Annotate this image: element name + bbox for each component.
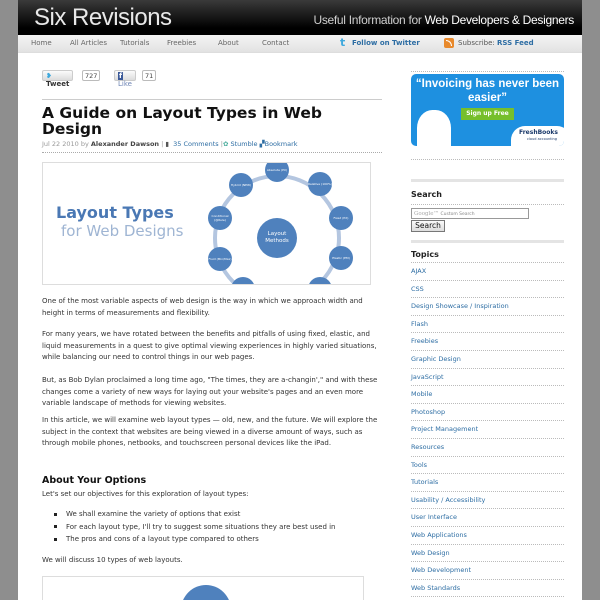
tweet-label: Tweet (46, 80, 70, 88)
topics-heading: Topics (411, 250, 439, 259)
sidebar-divider (411, 159, 564, 160)
diagram-node: Absolute (PX) (265, 162, 289, 182)
tweet-count: 727 (82, 70, 100, 81)
divider (42, 99, 382, 100)
topic-link[interactable]: Design Showcase / Inspiration (411, 298, 564, 316)
topic-link[interactable]: Web Applications (411, 527, 564, 545)
page (18, 0, 582, 600)
facebook-icon: f (119, 72, 123, 80)
article-meta: Jul 22 2010 by Alexander Dawson | ▮ 35 Comments |✿ Stumble ▞Bookmark (42, 140, 298, 148)
featured-title: Layout Types (56, 203, 174, 222)
topic-link[interactable]: Flash (411, 316, 564, 334)
freshbooks-ad[interactable] (411, 74, 564, 146)
topic-link[interactable]: Freebies (411, 333, 564, 351)
diagram-node: Hybrid (NEW) (229, 173, 253, 197)
topic-link[interactable]: Web Standards (411, 580, 564, 598)
article-date: Jul 22 2010 (42, 140, 79, 148)
article-paragraph: But, as Bob Dylan proclaimed a long time ago, "The times, they are a-changin'," and with these changes come a variety of new ways for laying out your website's pages and an even more variable landscape of methods for viewing websites. (42, 376, 378, 407)
search-button[interactable]: Search (411, 220, 445, 232)
site-logo[interactable]: Six Revisions (34, 4, 172, 31)
topic-link[interactable]: Tools (411, 457, 564, 475)
objectives-list (54, 508, 336, 546)
bookmark-link[interactable]: Bookmark (264, 140, 298, 148)
article-paragraph: One of the most variable aspects of web design is the way in which we approach width and height in terms of measurements and flexibility. (42, 297, 363, 317)
stumble-link[interactable]: Stumble (230, 140, 258, 148)
topic-link[interactable]: Project Management (411, 421, 564, 439)
closing-paragraph: We will discuss 10 types of web layouts. (42, 556, 183, 564)
like-button[interactable] (114, 70, 136, 88)
diagram-node: Fluid (Min/Max) (208, 247, 232, 271)
topic-link[interactable]: Resources (411, 439, 564, 457)
section-bar (411, 179, 564, 182)
search-placeholder: Custom Search (440, 212, 475, 217)
diagram-node: Elastic (EM) (329, 246, 353, 270)
bookmark-icon: ▞ (259, 140, 265, 148)
topic-link[interactable]: Tutorials (411, 474, 564, 492)
tagline-strong: Web Developers & Designers (424, 13, 574, 27)
ad-quote: “Invoicing has never been easier” (415, 78, 560, 104)
comment-icon: ▮ (165, 140, 169, 148)
like-count: 71 (142, 70, 156, 81)
list-item: The pros and cons of a layout type compared to others (54, 533, 336, 546)
nav-tutorials[interactable]: Tutorials (120, 39, 150, 47)
list-item: For each layout type, I'll try to suggest some situations they are best used in (54, 521, 336, 534)
twitter-bird-icon: ❥ (46, 72, 52, 80)
topic-link[interactable]: Usability / Accessibility (411, 492, 564, 510)
diagram-center-node: Layout Methods (257, 218, 297, 258)
sidebar-divider (411, 204, 564, 205)
topic-link[interactable]: Graphic Design (411, 351, 564, 369)
diagram-node: Relative (100%) (308, 172, 332, 196)
ad-mascot-icon (417, 110, 451, 146)
article-author[interactable]: Alexander Dawson (90, 140, 160, 148)
topics-list (411, 263, 564, 597)
twitter-icon[interactable]: t (340, 36, 346, 49)
subscribe-label: Subscribe: (458, 39, 497, 47)
section-bar (411, 240, 564, 243)
nav-all-articles[interactable]: All Articles (70, 39, 108, 47)
topic-link[interactable]: CSS (411, 281, 564, 299)
diagram-node: Conditional (@Rule) (208, 206, 232, 230)
main-nav (18, 35, 582, 53)
article-paragraph: For many years, we have rotated between the benefits and pitfalls of using fixed, elastic, and liquid measurements in a quest to give optimal viewing experiences in highly varied situations, while balancing our need to control things in our web pages. (42, 330, 377, 361)
topic-link[interactable]: Mobile (411, 386, 564, 404)
ad-brand: FreshBooks (519, 129, 558, 136)
layout-methods-diagram (201, 163, 371, 285)
subscribe-rss-link[interactable] (458, 39, 534, 47)
section-heading: About Your Options (42, 475, 147, 486)
diagram-node: Fixed (PX) (329, 206, 353, 230)
topic-link[interactable]: Photoshop (411, 404, 564, 422)
topic-link[interactable]: AJAX (411, 263, 564, 281)
diagram-node (181, 585, 231, 600)
topic-link[interactable]: JavaScript (411, 369, 564, 387)
ad-brand-sub: cloud accounting (527, 137, 557, 141)
article-paragraph: In this article, we will examine web layout types — old, new, and the future. We will explore the subject in the context that websites are being viewed in a diverse amount of ways, such as through mobile phones, netbooks, and touchscreen personal devices like the iPad. (42, 416, 378, 447)
nav-freebies[interactable]: Freebies (167, 39, 197, 47)
rss-icon[interactable] (444, 38, 454, 48)
second-image (42, 576, 364, 600)
follow-twitter-link[interactable]: Follow on Twitter (352, 39, 420, 47)
section-intro: Let's set our objectives for this exploration of layout types: (42, 490, 249, 498)
comments-link[interactable]: 35 Comments (173, 140, 219, 148)
featured-subtitle: for Web Designs (61, 222, 184, 240)
topic-link[interactable]: User Interface (411, 509, 564, 527)
by-text: by (78, 140, 91, 148)
search-input[interactable] (411, 208, 529, 219)
site-header (18, 0, 582, 35)
featured-image (42, 162, 371, 285)
search-heading: Search (411, 190, 442, 199)
topic-link[interactable]: Web Development (411, 562, 564, 580)
sidebar-divider (411, 71, 564, 72)
tweet-button[interactable] (42, 70, 73, 88)
tagline-text: Useful Information for (313, 13, 425, 27)
nav-home[interactable]: Home (31, 39, 52, 47)
nav-contact[interactable]: Contact (262, 39, 290, 47)
article-title: A Guide on Layout Types in Web Design (42, 104, 322, 138)
meta-divider (42, 152, 382, 153)
google-logo: Google™ (414, 211, 440, 217)
rss-feed-label: RSS Feed (496, 39, 534, 47)
nav-about[interactable]: About (218, 39, 239, 47)
topic-link[interactable]: Web Design (411, 545, 564, 563)
stumble-icon: ✿ (222, 140, 229, 148)
ad-signup-button[interactable]: Sign up Free (461, 108, 514, 120)
list-item: We shall examine the variety of options that exist (54, 508, 336, 521)
like-label: Like (118, 80, 132, 88)
site-tagline (313, 13, 574, 27)
